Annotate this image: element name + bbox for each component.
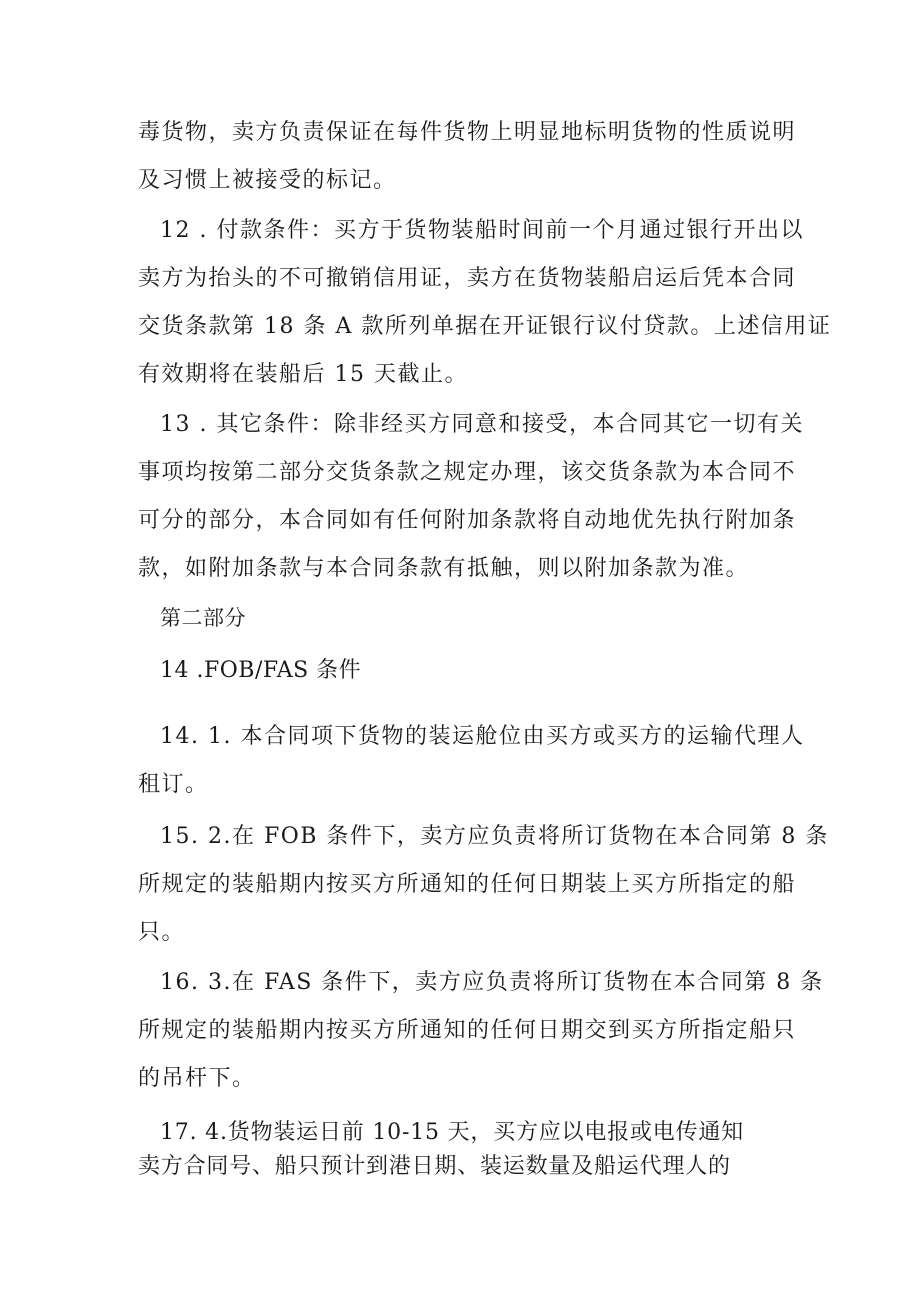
- clause-13-line-3: 可分的部分，本合同如有任何附加条款将自动地优先执行附加条: [138, 508, 797, 533]
- clause-17-4-line-2: 卖方合同号、船只预计到港日期、装运数量及船运代理人的: [138, 1154, 731, 1179]
- clause-16-3-line-2: 所规定的装船期内按买方所通知的任何日期交到买方所指定船只: [138, 1018, 797, 1043]
- clause-12-line-3: 交货条款第 18 条 A 款所列单据在开证银行议付贷款。上述信用证: [138, 314, 832, 339]
- clause-12-heading-line: 12 . 付款条件：买方于货物装船时间前一个月通过银行开出以: [160, 218, 804, 243]
- clause-15-2-line-3: 只。: [138, 920, 186, 945]
- clause-16-3-line-1: 16. 3.在 FAS 条件下，卖方应负责将所订货物在本合同第 8 条: [160, 970, 824, 995]
- clause-14-heading: 14 .FOB/FAS 条件: [160, 658, 362, 683]
- clause-15-2-line-2: 所规定的装船期内按买方所通知的任何日期装上买方所指定的船: [138, 872, 797, 897]
- clause-14-1-line-1: 14. 1. 本合同项下货物的装运舱位由买方或买方的运输代理人: [160, 724, 805, 749]
- clause-13-line-4: 款，如附加条款与本合同条款有抵触，则以附加条款为准。: [138, 556, 750, 581]
- clause-16-3-line-3: 的吊杆下。: [138, 1066, 256, 1091]
- clause-15-2-line-1: 15. 2.在 FOB 条件下，卖方应负责将所订货物在本合同第 8 条: [160, 824, 829, 849]
- body-line-1: 毒货物，卖方负责保证在每件货物上明显地标明货物的性质说明: [138, 120, 797, 145]
- clause-12-line-4: 有效期将在装船后 15 天截止。: [138, 362, 468, 387]
- clause-12-line-2: 卖方为抬头的不可撤销信用证，卖方在货物装船启运后凭本合同: [138, 266, 797, 291]
- clause-13-line-2: 事项均按第二部分交货条款之规定办理，该交货条款为本合同不: [138, 460, 797, 485]
- clause-13-heading-line: 13 . 其它条件：除非经买方同意和接受，本合同其它一切有关: [160, 412, 804, 437]
- clause-14-1-line-2: 租订。: [138, 772, 209, 797]
- clause-17-4-line-1: 17. 4.货物装运日前 10-15 天，买方应以电报或电传通知: [160, 1120, 744, 1145]
- body-line-2: 及习惯上被接受的标记。: [138, 168, 397, 193]
- part-two-heading: 第二部分: [160, 606, 246, 630]
